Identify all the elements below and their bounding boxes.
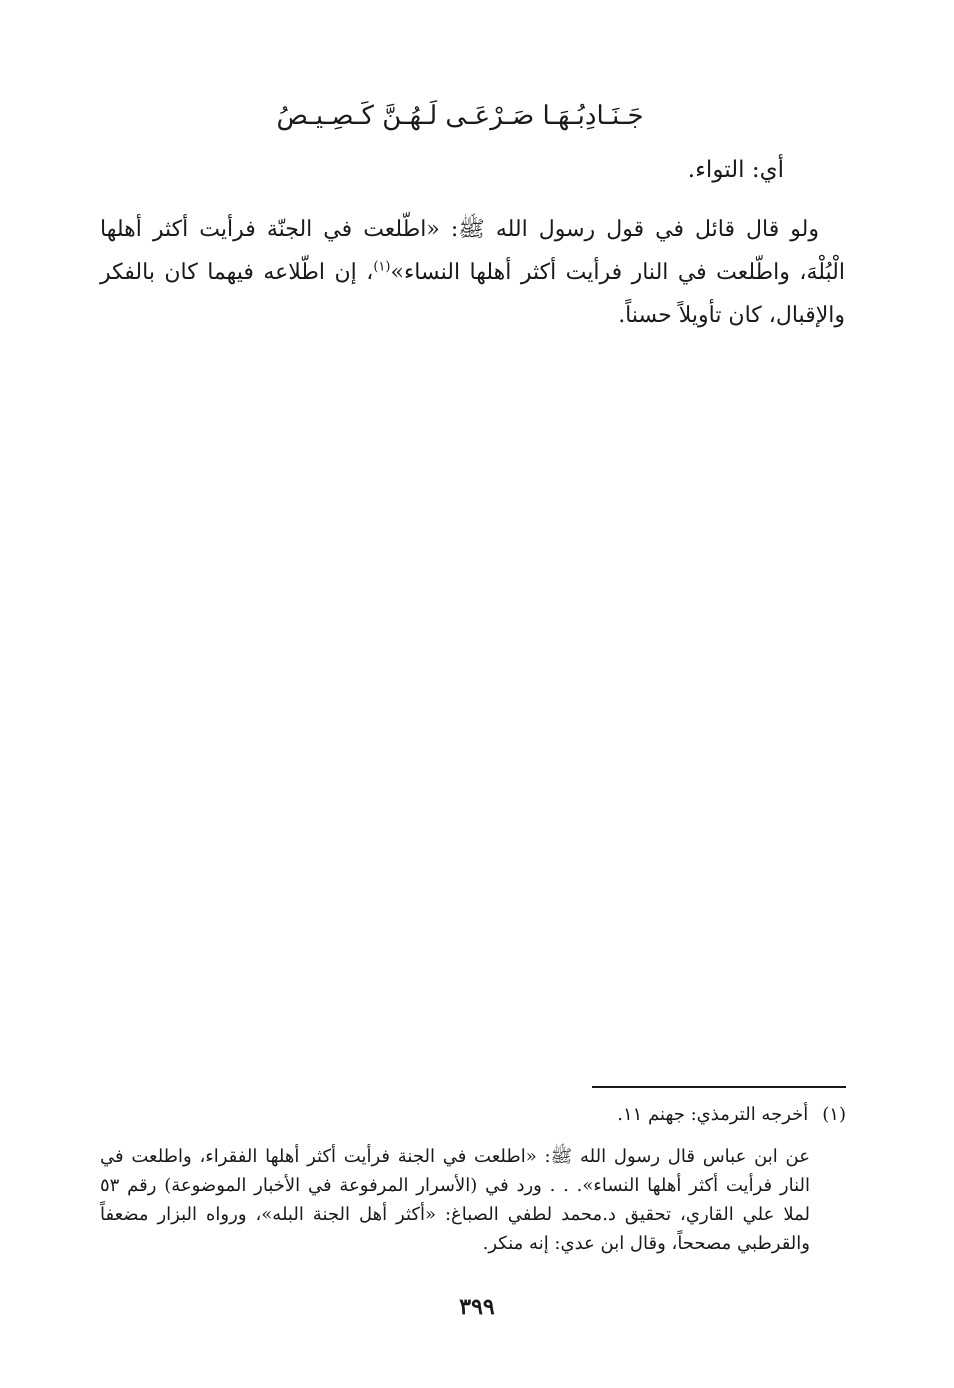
explanation-line: أي: التواء. <box>687 157 784 183</box>
footnote-number: (١) <box>822 1104 846 1125</box>
footnote-body: عن ابن عباس قال رسول الله ﷺ: «اطلعت في الجنة فرأيت أكثر أهلها الفقراء، واطلعت في النار فرأيت أكثر أهلها النساء». . . ورد في (الأسرار المرفوعة في الأخبار الموضوعة) رقم ٥٣ لملا علي القاري، تحقيق د.محمد لطفي الصباغ: «أكثر أهل الجنة البله»، ورواه البزار مضعفاً والقرطبي مصححاً، وقال ابن عدي: إنه منكر. <box>100 1146 810 1254</box>
poetry-verse-line: جَـنَـادِبُـهَـا صَـرْعَـى لَـهُـنَّ كَـصِـيـصُ <box>276 101 644 131</box>
footnote-heading <box>617 1100 846 1130</box>
footnote-source: أخرجه الترمذي: جهنم ١١. <box>617 1104 809 1125</box>
main-paragraph <box>100 208 845 337</box>
paragraph-text-before-note: ولو قال قائل في قول رسول الله ﷺ: «اطّلعت في الجنّة فرأيت أكثر أهلها الْبُلْهَ، واطّلعت في النار فرأيت أكثر أهلها النساء» <box>100 217 845 285</box>
footnote-marker: (١) <box>373 259 391 275</box>
page-number: ٣٩٩ <box>459 1294 495 1320</box>
footnote-separator-rule <box>592 1086 846 1088</box>
paragraph-text-after-note: ، إن اطّلاعه فيهما كان بالفكر والإقبال، كان تأويلاً حسناً. <box>100 260 845 328</box>
